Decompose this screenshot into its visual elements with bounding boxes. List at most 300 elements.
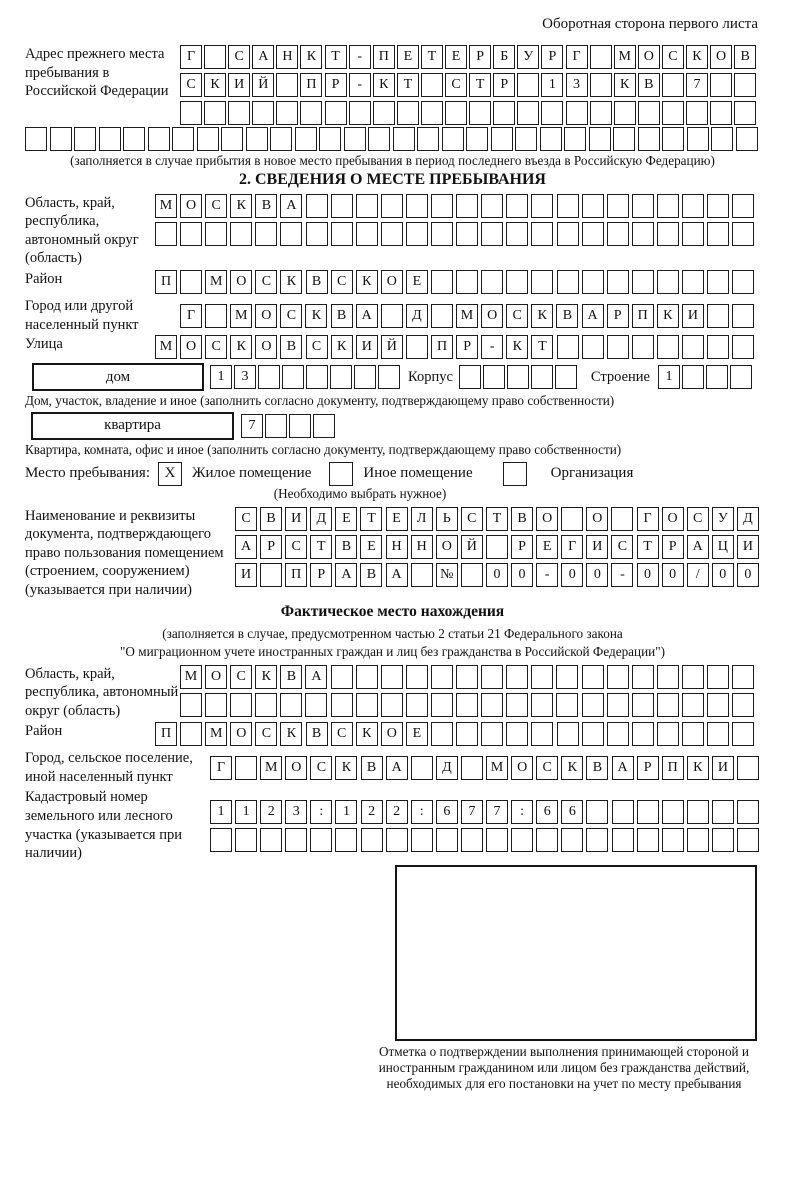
char-cell[interactable] — [180, 222, 202, 246]
char-cell[interactable] — [417, 127, 439, 151]
char-cell[interactable]: К — [230, 335, 252, 359]
char-cell[interactable]: 1 — [658, 365, 680, 389]
char-cell[interactable]: К — [561, 756, 583, 780]
char-cell[interactable] — [632, 222, 654, 246]
char-cell[interactable]: Р — [637, 756, 659, 780]
char-cell[interactable]: Г — [180, 304, 202, 328]
char-cell[interactable] — [707, 270, 729, 294]
char-cell[interactable] — [270, 127, 292, 151]
char-cell[interactable]: Й — [381, 335, 403, 359]
char-cell[interactable] — [732, 693, 754, 717]
char-cell[interactable] — [493, 101, 515, 125]
char-cell[interactable] — [235, 756, 257, 780]
char-cell[interactable] — [99, 127, 121, 151]
char-cell[interactable] — [582, 722, 604, 746]
char-cell[interactable]: Т — [486, 507, 508, 531]
char-cell[interactable]: А — [386, 756, 408, 780]
char-cell[interactable]: К — [305, 304, 327, 328]
char-cell[interactable] — [205, 693, 227, 717]
char-cell[interactable] — [330, 365, 352, 389]
char-cell[interactable] — [662, 73, 684, 97]
char-cell[interactable] — [682, 222, 704, 246]
char-cell[interactable]: - — [349, 73, 371, 97]
char-cell[interactable]: Е — [406, 722, 428, 746]
char-cell[interactable]: М — [155, 335, 177, 359]
char-cell[interactable]: К — [255, 665, 277, 689]
char-cell[interactable]: Р — [325, 73, 347, 97]
char-cell[interactable] — [737, 756, 759, 780]
char-cell[interactable] — [74, 127, 96, 151]
char-cell[interactable]: К — [686, 45, 708, 69]
char-cell[interactable]: 1 — [541, 73, 563, 97]
char-cell[interactable] — [235, 828, 257, 852]
char-cell[interactable] — [481, 270, 503, 294]
char-cell[interactable] — [730, 365, 752, 389]
char-cell[interactable]: Т — [397, 73, 419, 97]
char-cell[interactable] — [436, 828, 458, 852]
char-cell[interactable] — [732, 304, 754, 328]
char-cell[interactable] — [531, 722, 553, 746]
char-cell[interactable]: 6 — [561, 800, 583, 824]
char-cell[interactable] — [590, 73, 612, 97]
char-cell[interactable]: С — [536, 756, 558, 780]
char-cell[interactable]: 6 — [436, 800, 458, 824]
char-cell[interactable] — [557, 722, 579, 746]
char-cell[interactable]: М — [230, 304, 252, 328]
char-cell[interactable]: 0 — [511, 563, 533, 587]
char-cell[interactable] — [461, 828, 483, 852]
char-cell[interactable] — [662, 127, 684, 151]
char-cell[interactable] — [706, 365, 728, 389]
char-cell[interactable]: Е — [397, 45, 419, 69]
char-cell[interactable]: У — [517, 45, 539, 69]
char-cell[interactable]: С — [331, 270, 353, 294]
char-cell[interactable] — [682, 693, 704, 717]
char-cell[interactable] — [331, 693, 353, 717]
char-cell[interactable] — [707, 222, 729, 246]
char-cell[interactable] — [557, 222, 579, 246]
char-cell[interactable] — [204, 101, 226, 125]
char-cell[interactable] — [712, 800, 734, 824]
char-cell[interactable] — [393, 127, 415, 151]
char-cell[interactable] — [734, 73, 756, 97]
char-cell[interactable] — [515, 127, 537, 151]
char-cell[interactable] — [349, 101, 371, 125]
char-cell[interactable] — [612, 800, 634, 824]
char-cell[interactable] — [707, 194, 729, 218]
char-cell[interactable] — [295, 127, 317, 151]
char-cell[interactable]: - — [481, 335, 503, 359]
char-cell[interactable]: О — [255, 335, 277, 359]
char-cell[interactable] — [483, 365, 505, 389]
char-cell[interactable] — [260, 828, 282, 852]
char-cell[interactable] — [657, 693, 679, 717]
char-cell[interactable] — [556, 665, 578, 689]
char-cell[interactable] — [541, 101, 563, 125]
char-cell[interactable]: Р — [469, 45, 491, 69]
char-cell[interactable] — [456, 222, 478, 246]
char-cell[interactable]: И — [235, 563, 257, 587]
char-cell[interactable] — [707, 304, 729, 328]
char-cell[interactable] — [536, 828, 558, 852]
char-cell[interactable] — [285, 828, 307, 852]
char-cell[interactable]: В — [335, 535, 357, 559]
char-cell[interactable] — [461, 563, 483, 587]
char-cell[interactable]: О — [536, 507, 558, 531]
char-cell[interactable] — [506, 693, 528, 717]
char-cell[interactable]: С — [445, 73, 467, 97]
char-cell[interactable] — [361, 828, 383, 852]
char-cell[interactable] — [657, 194, 679, 218]
char-cell[interactable]: О — [255, 304, 277, 328]
char-cell[interactable] — [732, 194, 754, 218]
char-cell[interactable] — [710, 101, 732, 125]
char-cell[interactable]: Р — [607, 304, 629, 328]
char-cell[interactable]: 2 — [260, 800, 282, 824]
char-cell[interactable] — [561, 507, 583, 531]
char-cell[interactable] — [607, 722, 629, 746]
char-cell[interactable]: С — [230, 665, 252, 689]
char-cell[interactable] — [431, 304, 453, 328]
char-cell[interactable] — [531, 270, 553, 294]
char-cell[interactable]: О — [285, 756, 307, 780]
char-cell[interactable] — [682, 194, 704, 218]
char-cell[interactable]: Б — [493, 45, 515, 69]
char-cell[interactable]: К — [280, 270, 302, 294]
char-cell[interactable] — [638, 127, 660, 151]
char-cell[interactable]: С — [306, 335, 328, 359]
char-cell[interactable]: 1 — [210, 365, 232, 389]
char-cell[interactable] — [657, 335, 679, 359]
char-cell[interactable] — [712, 828, 734, 852]
char-cell[interactable] — [486, 535, 508, 559]
char-cell[interactable]: Т — [325, 45, 347, 69]
char-cell[interactable] — [687, 127, 709, 151]
char-cell[interactable] — [657, 665, 679, 689]
char-cell[interactable] — [582, 194, 604, 218]
char-cell[interactable]: 0 — [586, 563, 608, 587]
char-cell[interactable] — [682, 665, 704, 689]
char-cell[interactable]: 0 — [637, 563, 659, 587]
char-cell[interactable]: А — [252, 45, 274, 69]
char-cell[interactable]: К — [506, 335, 528, 359]
char-cell[interactable]: К — [331, 335, 353, 359]
char-cell[interactable]: Р — [260, 535, 282, 559]
char-cell[interactable]: Д — [737, 507, 759, 531]
char-cell[interactable]: 1 — [210, 800, 232, 824]
char-cell[interactable]: П — [155, 270, 177, 294]
char-cell[interactable] — [356, 222, 378, 246]
char-cell[interactable]: Г — [566, 45, 588, 69]
char-cell[interactable] — [265, 414, 287, 438]
char-cell[interactable] — [613, 127, 635, 151]
char-cell[interactable]: В — [734, 45, 756, 69]
char-cell[interactable] — [197, 127, 219, 151]
char-cell[interactable]: К — [204, 73, 226, 97]
char-cell[interactable] — [732, 665, 754, 689]
char-cell[interactable]: С — [205, 194, 227, 218]
char-cell[interactable]: П — [662, 756, 684, 780]
char-cell[interactable]: Й — [461, 535, 483, 559]
char-cell[interactable] — [300, 101, 322, 125]
char-cell[interactable]: В — [255, 194, 277, 218]
char-cell[interactable]: К — [356, 722, 378, 746]
char-cell[interactable]: 1 — [335, 800, 357, 824]
char-cell[interactable] — [607, 222, 629, 246]
char-cell[interactable]: С — [235, 507, 257, 531]
char-cell[interactable] — [381, 665, 403, 689]
char-cell[interactable] — [481, 194, 503, 218]
char-cell[interactable] — [282, 365, 304, 389]
char-cell[interactable]: А — [582, 304, 604, 328]
char-cell[interactable]: С — [180, 73, 202, 97]
stay-type-checkbox-organization[interactable] — [503, 462, 527, 486]
char-cell[interactable]: А — [356, 304, 378, 328]
char-cell[interactable] — [638, 101, 660, 125]
char-cell[interactable] — [657, 270, 679, 294]
char-cell[interactable]: О — [205, 665, 227, 689]
char-cell[interactable] — [466, 127, 488, 151]
char-cell[interactable] — [378, 365, 400, 389]
char-cell[interactable]: Н — [411, 535, 433, 559]
char-cell[interactable]: О — [436, 535, 458, 559]
char-cell[interactable] — [540, 127, 562, 151]
char-cell[interactable]: К — [531, 304, 553, 328]
char-cell[interactable] — [431, 194, 453, 218]
char-cell[interactable] — [431, 693, 453, 717]
char-cell[interactable] — [607, 693, 629, 717]
char-cell[interactable] — [732, 270, 754, 294]
stay-type-checkbox-other[interactable] — [329, 462, 353, 486]
char-cell[interactable]: А — [235, 535, 257, 559]
char-cell[interactable] — [180, 270, 202, 294]
char-cell[interactable] — [734, 101, 756, 125]
char-cell[interactable] — [456, 665, 478, 689]
char-cell[interactable]: К — [687, 756, 709, 780]
char-cell[interactable]: В — [586, 756, 608, 780]
char-cell[interactable]: К — [230, 194, 252, 218]
char-cell[interactable]: Д — [310, 507, 332, 531]
char-cell[interactable]: 3 — [234, 365, 256, 389]
char-cell[interactable]: С — [687, 507, 709, 531]
char-cell[interactable]: В — [306, 270, 328, 294]
char-cell[interactable] — [589, 127, 611, 151]
char-cell[interactable] — [406, 693, 428, 717]
char-cell[interactable]: О — [230, 722, 252, 746]
char-cell[interactable] — [258, 365, 280, 389]
char-cell[interactable]: В — [360, 563, 382, 587]
char-cell[interactable] — [662, 828, 684, 852]
char-cell[interactable]: Е — [445, 45, 467, 69]
char-cell[interactable]: Й — [252, 73, 274, 97]
char-cell[interactable] — [517, 73, 539, 97]
char-cell[interactable] — [612, 828, 634, 852]
char-cell[interactable]: К — [335, 756, 357, 780]
char-cell[interactable]: М — [456, 304, 478, 328]
char-cell[interactable] — [356, 665, 378, 689]
char-cell[interactable] — [637, 800, 659, 824]
char-cell[interactable] — [431, 270, 453, 294]
char-cell[interactable]: О — [230, 270, 252, 294]
char-cell[interactable]: А — [280, 194, 302, 218]
char-cell[interactable] — [531, 665, 553, 689]
char-cell[interactable] — [386, 828, 408, 852]
char-cell[interactable]: Г — [561, 535, 583, 559]
char-cell[interactable] — [687, 828, 709, 852]
char-cell[interactable] — [421, 73, 443, 97]
char-cell[interactable]: 6 — [536, 800, 558, 824]
char-cell[interactable] — [319, 127, 341, 151]
char-cell[interactable] — [368, 127, 390, 151]
char-cell[interactable]: Е — [386, 507, 408, 531]
char-cell[interactable] — [481, 665, 503, 689]
char-cell[interactable] — [331, 222, 353, 246]
char-cell[interactable] — [381, 693, 403, 717]
char-cell[interactable] — [381, 304, 403, 328]
char-cell[interactable]: О — [381, 270, 403, 294]
char-cell[interactable]: С — [205, 335, 227, 359]
char-cell[interactable] — [632, 194, 654, 218]
char-cell[interactable] — [582, 335, 604, 359]
char-cell[interactable]: В — [511, 507, 533, 531]
char-cell[interactable] — [180, 101, 202, 125]
char-cell[interactable]: Д — [406, 304, 428, 328]
char-cell[interactable] — [155, 222, 177, 246]
char-cell[interactable] — [456, 693, 478, 717]
char-cell[interactable]: О — [481, 304, 503, 328]
char-cell[interactable]: О — [662, 507, 684, 531]
char-cell[interactable]: 3 — [566, 73, 588, 97]
char-cell[interactable] — [657, 722, 679, 746]
char-cell[interactable]: С — [611, 535, 633, 559]
char-cell[interactable]: К — [614, 73, 636, 97]
char-cell[interactable]: И — [228, 73, 250, 97]
char-cell[interactable] — [280, 693, 302, 717]
char-cell[interactable]: А — [687, 535, 709, 559]
char-cell[interactable]: 7 — [486, 800, 508, 824]
char-cell[interactable] — [555, 365, 577, 389]
char-cell[interactable] — [732, 222, 754, 246]
char-cell[interactable] — [507, 365, 529, 389]
char-cell[interactable] — [682, 722, 704, 746]
char-cell[interactable]: : — [511, 800, 533, 824]
char-cell[interactable] — [280, 222, 302, 246]
char-cell[interactable] — [356, 693, 378, 717]
char-cell[interactable] — [607, 665, 629, 689]
char-cell[interactable]: - — [611, 563, 633, 587]
char-cell[interactable] — [306, 222, 328, 246]
char-cell[interactable] — [230, 222, 252, 246]
char-cell[interactable] — [461, 756, 483, 780]
char-cell[interactable] — [456, 722, 478, 746]
char-cell[interactable] — [632, 335, 654, 359]
char-cell[interactable]: Е — [335, 507, 357, 531]
char-cell[interactable]: М — [205, 722, 227, 746]
char-cell[interactable]: И — [682, 304, 704, 328]
char-cell[interactable]: К — [280, 722, 302, 746]
char-cell[interactable]: П — [300, 73, 322, 97]
char-cell[interactable] — [406, 194, 428, 218]
char-cell[interactable] — [486, 828, 508, 852]
char-cell[interactable]: В — [638, 73, 660, 97]
char-cell[interactable]: Р — [310, 563, 332, 587]
char-cell[interactable]: 7 — [461, 800, 483, 824]
char-cell[interactable] — [180, 693, 202, 717]
char-cell[interactable]: 3 — [285, 800, 307, 824]
char-cell[interactable] — [611, 507, 633, 531]
char-cell[interactable] — [172, 127, 194, 151]
char-cell[interactable] — [682, 270, 704, 294]
char-cell[interactable]: О — [638, 45, 660, 69]
char-cell[interactable] — [561, 828, 583, 852]
char-cell[interactable]: : — [310, 800, 332, 824]
char-cell[interactable] — [255, 693, 277, 717]
char-cell[interactable]: Л — [411, 507, 433, 531]
char-cell[interactable]: С — [255, 722, 277, 746]
char-cell[interactable]: Т — [421, 45, 443, 69]
char-cell[interactable] — [682, 335, 704, 359]
char-cell[interactable] — [228, 101, 250, 125]
char-cell[interactable] — [331, 665, 353, 689]
char-cell[interactable]: 0 — [561, 563, 583, 587]
char-cell[interactable]: С — [280, 304, 302, 328]
char-cell[interactable] — [204, 45, 226, 69]
char-cell[interactable] — [506, 722, 528, 746]
char-cell[interactable]: Г — [210, 756, 232, 780]
char-cell[interactable] — [737, 828, 759, 852]
char-cell[interactable] — [607, 270, 629, 294]
stay-type-checkbox-residential[interactable]: X — [158, 462, 182, 486]
char-cell[interactable]: И — [737, 535, 759, 559]
char-cell[interactable]: П — [155, 722, 177, 746]
char-cell[interactable] — [373, 101, 395, 125]
char-cell[interactable] — [210, 828, 232, 852]
char-cell[interactable] — [582, 693, 604, 717]
char-cell[interactable]: Е — [360, 535, 382, 559]
char-cell[interactable]: Т — [310, 535, 332, 559]
char-cell[interactable] — [306, 194, 328, 218]
char-cell[interactable]: О — [381, 722, 403, 746]
char-cell[interactable] — [566, 101, 588, 125]
char-cell[interactable] — [431, 665, 453, 689]
char-cell[interactable]: Ц — [712, 535, 734, 559]
char-cell[interactable] — [469, 101, 491, 125]
char-cell[interactable]: С — [285, 535, 307, 559]
char-cell[interactable] — [411, 756, 433, 780]
char-cell[interactable]: А — [612, 756, 634, 780]
char-cell[interactable] — [632, 665, 654, 689]
char-cell[interactable] — [123, 127, 145, 151]
char-cell[interactable]: И — [356, 335, 378, 359]
char-cell[interactable]: С — [662, 45, 684, 69]
char-cell[interactable] — [637, 828, 659, 852]
char-cell[interactable] — [687, 800, 709, 824]
char-cell[interactable] — [531, 194, 553, 218]
char-cell[interactable] — [313, 414, 335, 438]
char-cell[interactable] — [506, 194, 528, 218]
char-cell[interactable]: В — [331, 304, 353, 328]
char-cell[interactable] — [205, 304, 227, 328]
char-cell[interactable] — [180, 722, 202, 746]
char-cell[interactable]: К — [657, 304, 679, 328]
char-cell[interactable] — [707, 665, 729, 689]
char-cell[interactable]: В — [280, 335, 302, 359]
char-cell[interactable] — [607, 194, 629, 218]
char-cell[interactable]: О — [180, 194, 202, 218]
char-cell[interactable] — [531, 365, 553, 389]
char-cell[interactable] — [662, 800, 684, 824]
char-cell[interactable] — [582, 270, 604, 294]
